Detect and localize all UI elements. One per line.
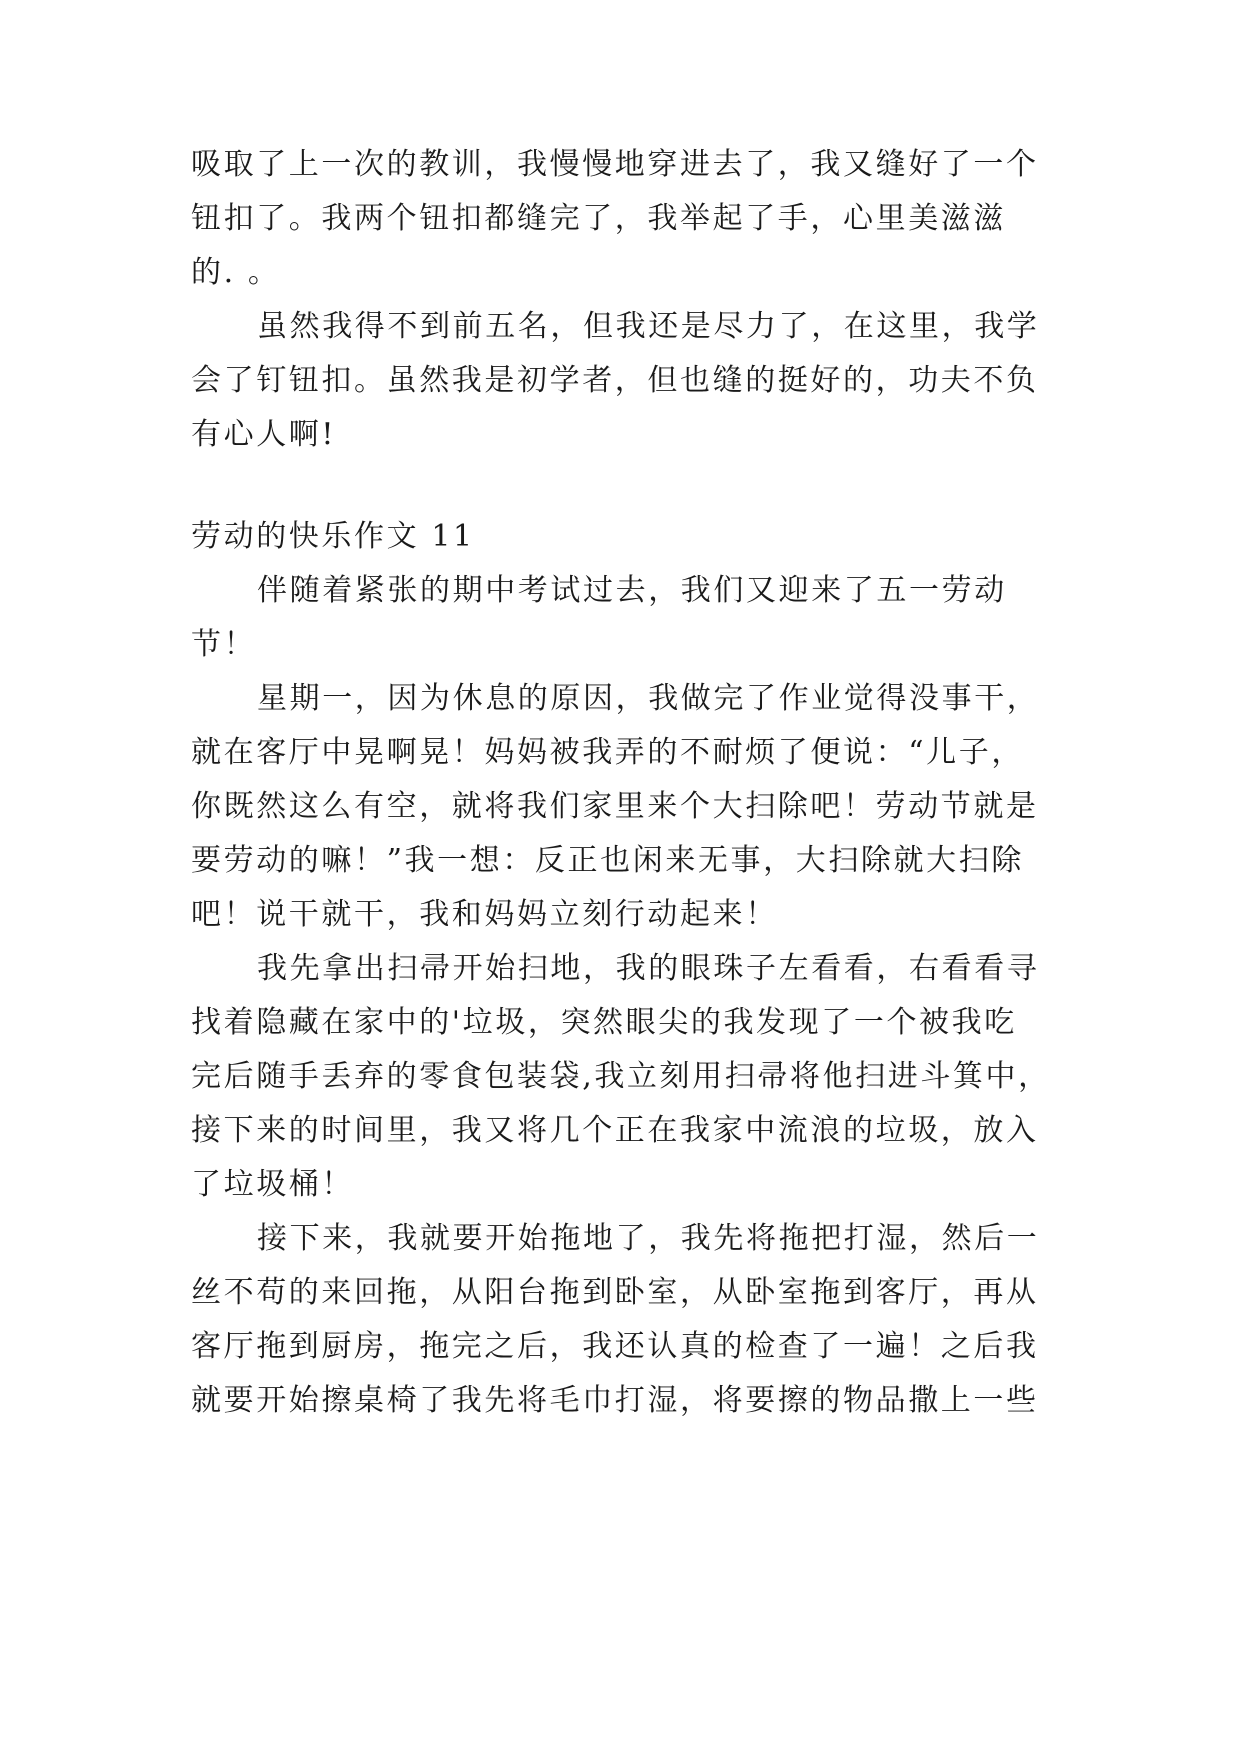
text-line: 你既然这么有空，就将我们家里来个大扫除吧！劳动节就是: [191, 789, 1039, 824]
text-line: 吸取了上一次的教训，我慢慢地穿进去了，我又缝好了一个: [191, 147, 1039, 182]
text-line: 接下来的时间里，我又将几个正在我家中流浪的垃圾，放入: [191, 1113, 1039, 1148]
text-line: 吧！说干就干，我和妈妈立刻行动起来！: [191, 897, 778, 932]
paragraph-first-line: 星期一，因为休息的原因，我做完了作业觉得没事干，: [257, 681, 1040, 716]
paragraph-first-line: 接下来，我就要开始拖地了，我先将拖把打湿，然后一: [257, 1221, 1040, 1256]
paragraph-first-line: 虽然我得不到前五名，但我还是尽力了，在这里，我学: [257, 309, 1040, 344]
text-line: 就在客厅中晃啊晃！妈妈被我弄的不耐烦了便说：“儿子，: [191, 735, 1024, 770]
text-line: 了垃圾桶！: [191, 1167, 354, 1202]
paragraph-first-line: 伴随着紧张的期中考试过去，我们又迎来了五一劳动: [257, 573, 1007, 608]
text-line: 丝不苟的来回拖，从阳台拖到卧室，从卧室拖到客厅，再从: [191, 1275, 1039, 1310]
text-line: 会了钉钮扣。虽然我是初学者，但也缝的挺好的，功夫不负: [191, 363, 1039, 398]
text-line: 要劳动的嘛！”我一想：反正也闲来无事，大扫除就大扫除: [191, 843, 1024, 878]
text-line: 有心人啊!: [191, 417, 337, 452]
text-line: 完后随手丢弃的零食包装袋,我立刻用扫帚将他扫进斗箕中，: [191, 1059, 1051, 1094]
text-line: 客厅拖到厨房，拖完之后，我还认真的检查了一遍！之后我: [191, 1329, 1039, 1364]
section-heading: 劳动的快乐作文 11: [191, 519, 475, 554]
text-line: 找着隐藏在家中的'垃圾，突然眼尖的我发现了一个被我吃: [191, 1005, 1017, 1040]
text-line: 钮扣了。我两个钮扣都缝完了，我举起了手，心里美滋滋: [191, 201, 1006, 236]
text-line: 节！: [191, 627, 257, 662]
paragraph-first-line: 我先拿出扫帚开始扫地，我的眼珠子左看看，右看看寻: [257, 951, 1040, 986]
text-line: 的. 。: [191, 255, 281, 290]
text-line: 就要开始擦桌椅了我先将毛巾打湿，将要擦的物品撒上一些: [191, 1383, 1039, 1418]
